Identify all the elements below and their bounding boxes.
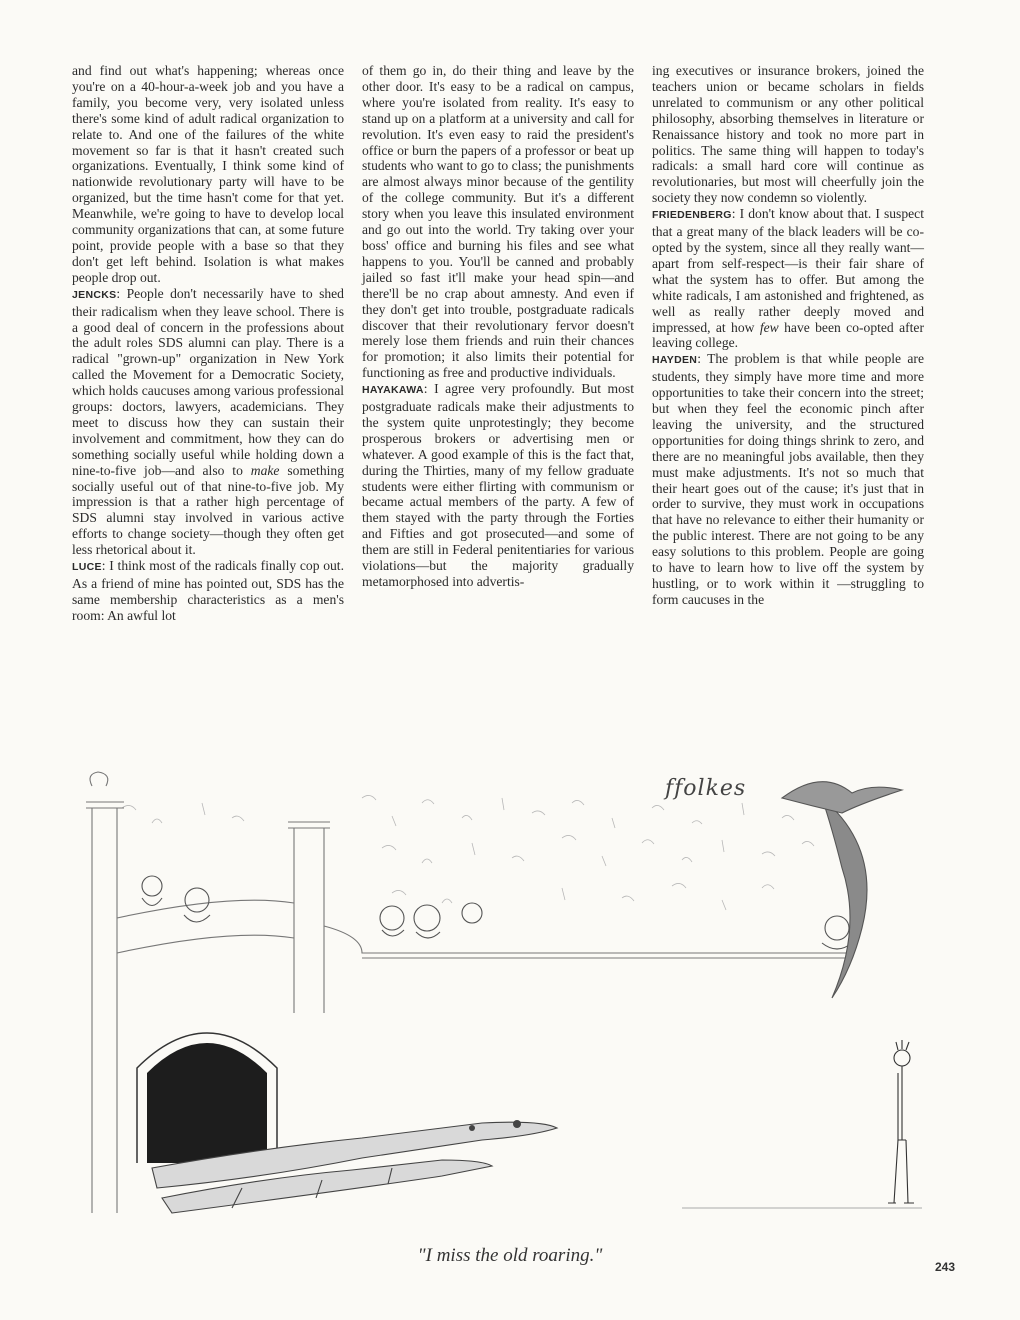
speaker-name: JENCKS [72, 288, 117, 301]
column-middle [288, 822, 330, 1013]
speech-text: The problem is that while people are students, they simply have more time and more opportunities to take their concern into the street; but when they feel the economic pinch after leaving the university, and the structured opportunities for doing things shrink to zero, and there are no meaningful jobs available, then they must make adjustments. It's not so much that their heart goes out of the cause; it's just that in order to survive, they must work in occupations that have no relevance to either their humanity or the public interest. There are not going to be any easy solutions to this problem. People are going to have to learn how to live off the system by hustling, or to work within it —struggling to form caucuses in the [652, 351, 924, 607]
paragraph-hayden: HAYDEN: The problem is that while people are students, they simply have more time and more opportunities to take their concern into the street; but when they feel the economic pinch after leaving the university, and the structured opportunities for doing things shrink to zero, and there are no meaningful jobs available, then they must make adjustments. It's not so much that their heart goes out of the cause; it's just that in order to survive, they must work in occupations that have no relevance to either their humanity or the public interest. There are not going to be any easy solutions to this problem. People are going to have to learn how to live off the system by hustling, or to work within it —struggling to form caucuses in the [652, 351, 924, 607]
speech-text: something socially useful out of that nine-to-five job. My impression is that a rather high percentage of SDS alumni stay involved in various active efforts to change society—though they often get less rhetorical about it. [72, 462, 344, 558]
speaker-name: HAYAKAWA [362, 384, 424, 397]
text-column-3 [652, 63, 924, 608]
speech-text: I think most of the radicals finally cop out. As a friend of mine has pointed out, SDS has the same membership characteristics as a men's room: An awful lot [72, 558, 344, 623]
speaker-name: LUCE [72, 561, 102, 574]
artist-signature: ffolkes [665, 776, 747, 801]
cartoon-caption: "I miss the old roaring." [417, 1245, 603, 1266]
page-number: 243 [935, 1260, 956, 1274]
speech-text: I don't know about that. I suspect that a great many of the black leaders will be co-opted by the system, since all they really want—apart from self-respect—is their fair share of what the system has to offer. But among the white radicals, I am astonished and frightened, as well as really rather deeply moved and impressed, at how [652, 206, 924, 335]
paragraph: of them go in, do their thing and leave by the other door. It's easy to be a radical on campus, where you're isolated from reality. It's easy to stand up on a platform at a university and call for revolution. It's even easy to raid the president's office or burn the papers of a professor or beat up students who want to go to class; the punishments are almost always minor because of the gentility of the college community. But it's a different story when you leave this insulated environment and go out into the world. Try taking over your boss' office and burning his files and see what happens to you. You'll be canned and probably jailed so fast it'll make your head spin—and there'll be no crap about amnesty. And even if they don't get into trouble, postgraduate radicals discover that their revolutionary fervor doesn't merely lose them friends and ruin their chances for promotion; it also limits their potential for functioning as free and productive individuals. [362, 63, 634, 381]
spectators [142, 876, 852, 949]
speech-text: I agree very profoundly. But most postgraduate radicals make their adjustments to the system quite unprotestingly; they become prosperous brokers or advertising men or whatever. A good example of this is the fact that, during the Thirties, many of my fellow graduate students were either flirting with communism or became actual members of the party. A few of them stayed with the party through the Forties and Fifties and got prosecuted—and some of them are still in Federal penitentiaries for various violations—but the majority gradually metamorphosed into advertis- [362, 381, 634, 589]
paragraph: ing executives or insurance brokers, joined the teachers union or became scholars in fields unrelated to communism or any other political philosophy, absorbing themselves in literature or Renaissance history and took no more part in politics. The same thing will happen to today's radicals: a small hard core will continue as revolutionaries, but most will cheerfully join the society they now condemn so violently. [652, 63, 924, 206]
text-column-1 [72, 63, 344, 624]
paragraph-luce: LUCE: I think most of the radicals finally cop out. As a friend of mine has pointed out, SDS has the same membership characteristics as a men's room: An awful lot [72, 558, 344, 623]
paragraph-jencks: JENCKS: People don't necessarily have to shed their radicalism when they leave school. There is a good deal of concern in the professions about the adult roles SDS alumni can play. There is a radical "grown-up" organization in New York called the Movement for a Democratic Society, which holds caucuses among various professional groups: doctors, lawyers, academicians. They meet to discuss how they can sustain their involvement and commitment, how they can do something socially useful while holding down a nine-to-five job—and also to make something socially useful out of that nine-to-five job. My impression is that a rather high percentage of SDS alumni stay involved in various active efforts to change society—though they often get less rhetorical about it. [72, 285, 344, 558]
paragraph: and find out what's happening; whereas once you're on a 40-hour-a-week job and you have a family, you become very, very isolated unless there's some kind of adult radical organization to relate to. And one of the failures of the white movement so far is that it hasn't created such organizations. Eventually, I think some kind of nationwide revolutionary party will have to be organized, but the time hasn't come for that yet. Meanwhile, we're going to have to develop local community organizations that can, at some future point, provide people with a base so that they don't get left behind. Isolation is what makes people drop out. [72, 63, 344, 285]
arena-wall [117, 900, 852, 958]
paragraph-friedenberg: FRIEDENBERG: I don't know about that. I suspect that a great many of the black leaders will be co-opted by the system, since all they really want—apart from self-respect—is their fair share of what the system has to offer. But among the white radicals, I am astonished and frightened, as well as really rather deeply moved and impressed, at how few have been co-opted after leaving college. [652, 206, 924, 351]
paragraph-hayakawa: HAYAKAWA: I agree very profoundly. But most postgraduate radicals make their adjustments to the system quite unprotestingly; they become prosperous brokers or advertising men or whatever. A good example of this is the fact that, during the Thirties, many of my fellow graduate students were either flirting with communism or became actual members of the party. A few of them stayed with the party through the Forties and Fifties and got prosecuted—and some of them are still in Federal penitentiaries for various violations—but the majority gradually metamorphosed into advertis- [362, 381, 634, 589]
emphasis-text: make [250, 462, 280, 478]
tunnel-darkness [147, 1043, 267, 1163]
thin-man-figure [888, 1040, 914, 1203]
speech-text: have been co-opted after leaving college. [652, 319, 924, 351]
crowd-scribbles [122, 795, 814, 910]
speaker-name: FRIEDENBERG [652, 209, 732, 222]
speech-text: People don't necessarily have to shed their radicalism when they leave school. There is a good deal of concern in the professions about the adult roles SDS alumni can play. There is a radical "grown-up" organization in New York called the Movement for a Democratic Society, which holds caucuses among various professional groups: doctors, lawyers, academicians. They meet to discuss how they can sustain their involvement and commitment, how they can do something socially useful while holding down a nine-to-five job—and also to [72, 285, 344, 478]
speaker-name: HAYDEN [652, 354, 698, 367]
text-column-2 [362, 63, 634, 590]
cartoon-illustration [62, 768, 962, 1238]
column-left [86, 772, 124, 1213]
emphasis-text: few [759, 319, 779, 335]
eagle-statue [782, 782, 902, 813]
curtain-drape [822, 798, 867, 998]
